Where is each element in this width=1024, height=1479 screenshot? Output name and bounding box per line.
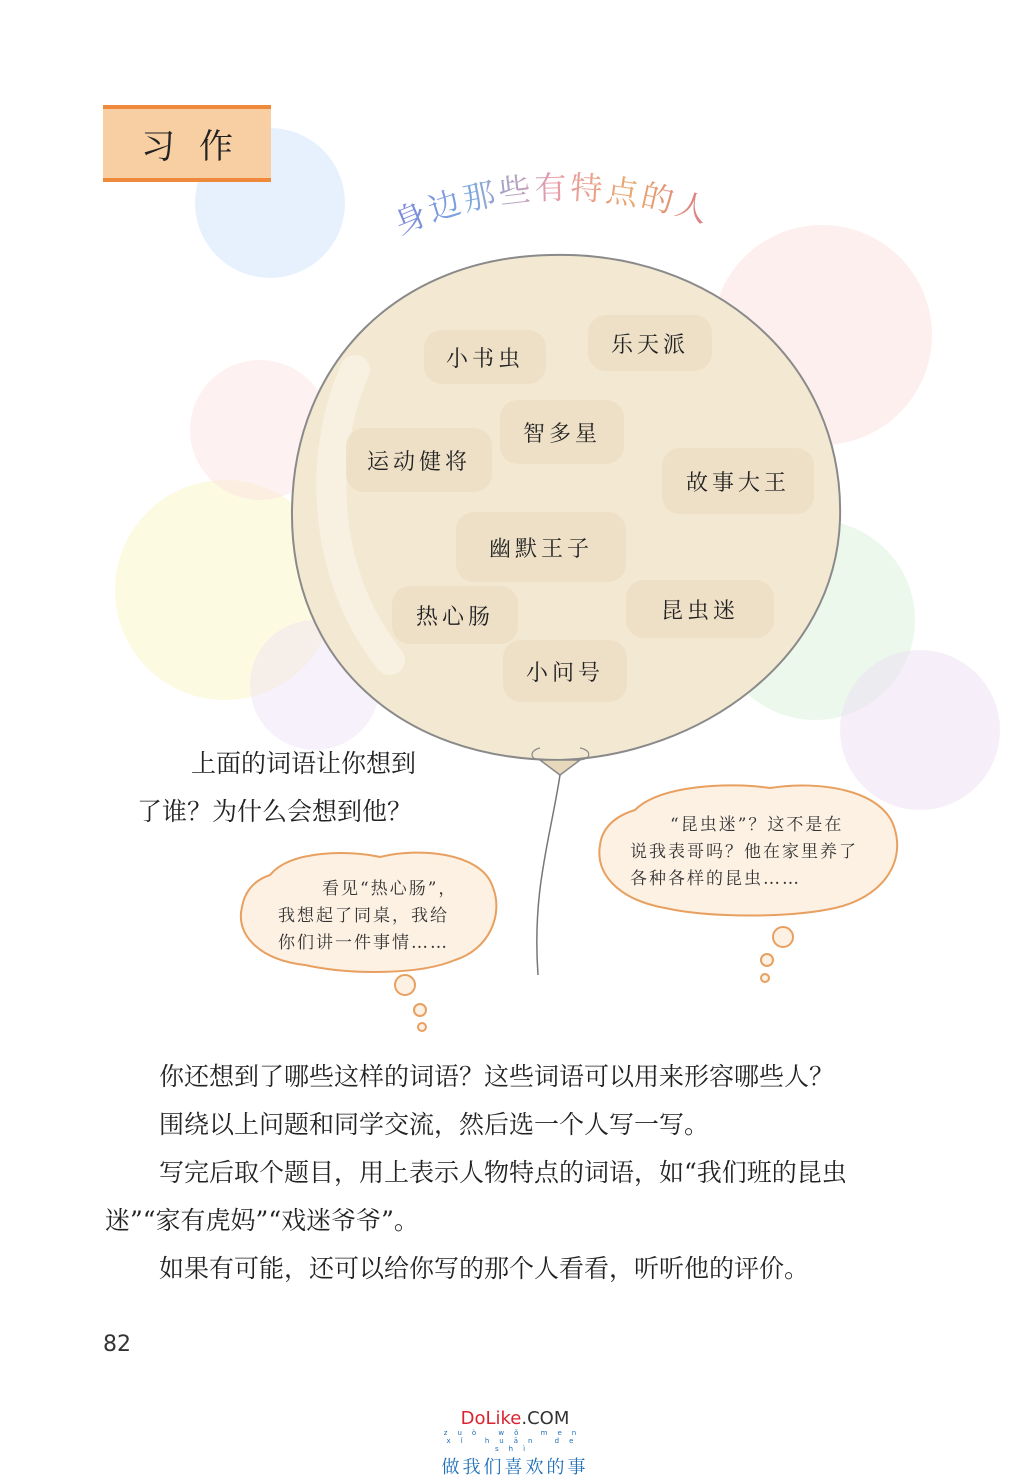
instruction-paragraph-2: 围绕以上问题和同学交流，然后选一个人写一写。 [159, 1110, 710, 1139]
bubble-right-text [630, 812, 900, 893]
word-mastermind: 智多星 [500, 400, 624, 464]
bubble-left-text [278, 876, 488, 957]
bubble-left-line-2: 我想起了同桌，我给 [278, 906, 449, 926]
instructions [105, 1053, 905, 1293]
watermark-pinyin: zuò wǒ men xǐ huān de shì [443, 1429, 587, 1453]
watermark-logo [430, 1408, 600, 1429]
page-number: 82 [103, 1332, 131, 1357]
word-optimist: 乐天派 [588, 315, 712, 371]
word-storyteller: 故事大王 [662, 448, 814, 514]
question-line-1: 上面的词语让你想到 [191, 749, 417, 778]
svg-text:身边那些有特点的人 [388, 170, 715, 242]
bubble-right-line-2: 说我表哥吗？他在家里养了 [630, 842, 858, 862]
word-bookworm: 小书虫 [424, 330, 546, 384]
section-tag [103, 105, 271, 182]
watermark-slogan: 做我们喜欢的事 [441, 1457, 589, 1478]
watermark-logo-brand: DoLike [460, 1408, 522, 1429]
bubble-right-line-3: 各种各样的昆虫…… [630, 869, 801, 889]
word-insect-fan: 昆虫迷 [626, 580, 774, 638]
section-tag-label: 习作 [141, 127, 257, 167]
question-line-2: 了谁？为什么会想到他？ [137, 797, 413, 826]
bubble-left-line-3: 你们讲一件事情…… [278, 933, 449, 953]
word-question-kid: 小问号 [503, 640, 627, 702]
word-sports-star: 运动健将 [346, 428, 492, 492]
bubble-left-line-1: 看见“热心肠”， [322, 879, 458, 899]
watermark [430, 1408, 600, 1479]
instruction-paragraph-1: 你还想到了哪些这样的词语？这些词语可以用来形容哪些人？ [159, 1062, 835, 1091]
instruction-paragraph-3: 写完后取个题目，用上表示人物特点的词语，如“我们班的昆虫迷”“家有虎妈”“戏迷爷爷”。 [105, 1158, 847, 1235]
instruction-paragraph-4: 如果有可能，还可以给你写的那个人看看，听听他的评价。 [159, 1254, 810, 1283]
word-humor-prince: 幽默王子 [456, 512, 626, 582]
watermark-logo-domain: .COM [521, 1408, 570, 1429]
bubble-right-line-1: “昆虫迷”？这不是在 [670, 815, 844, 835]
word-warm-hearted: 热心肠 [392, 586, 518, 644]
prompt-question [137, 740, 457, 836]
page-title: 身边那些有特点的人 [388, 170, 716, 243]
